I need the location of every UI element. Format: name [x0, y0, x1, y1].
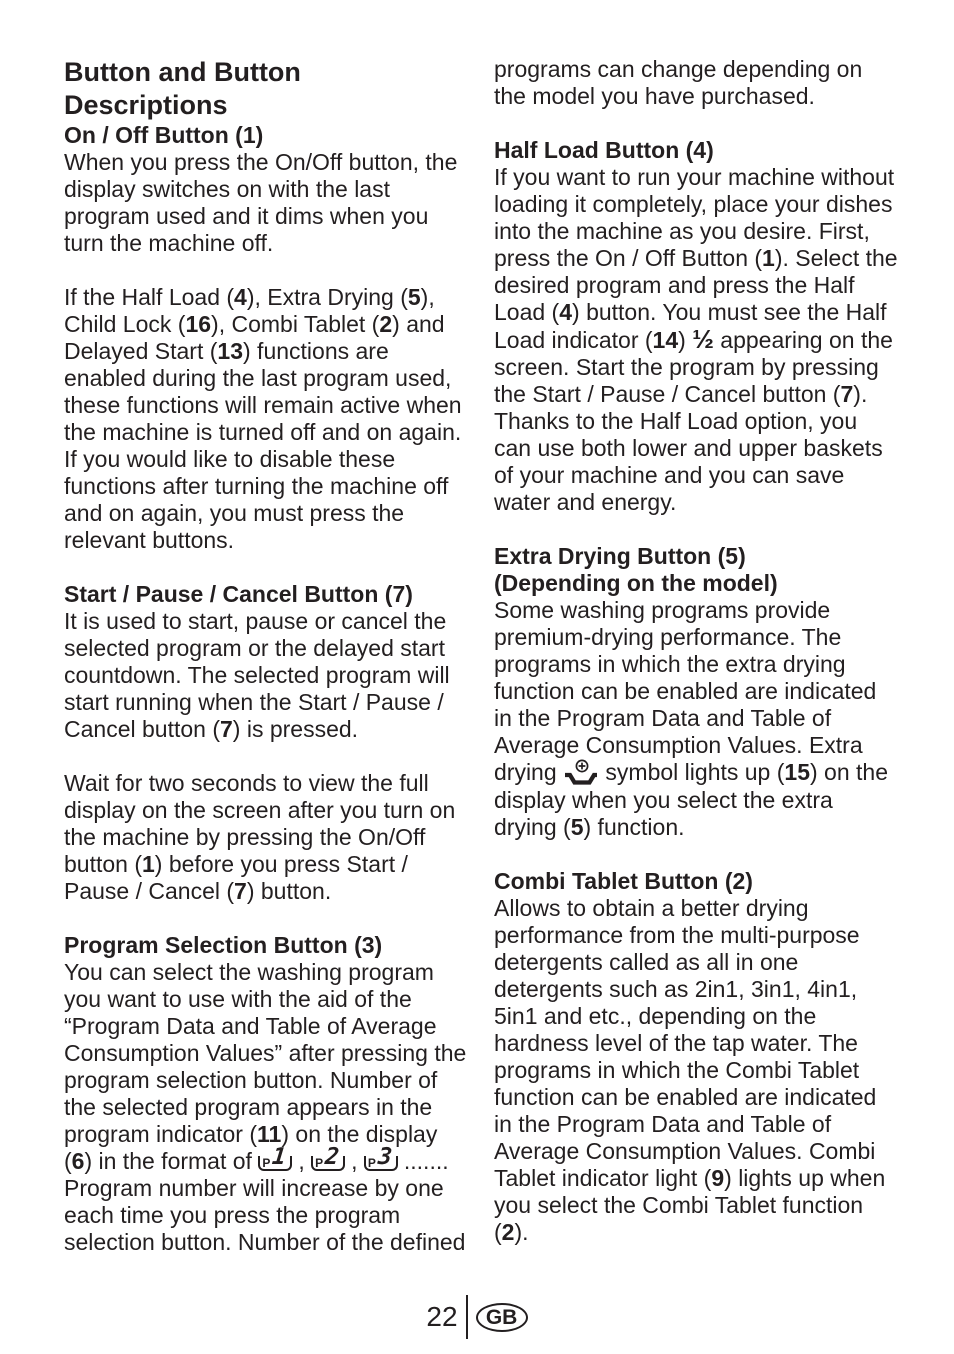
subsection-heading [494, 543, 900, 597]
subsection-heading [64, 122, 470, 149]
paragraph: If you want to run your machine without loading it completely, place your dishes into the machine as you desire. First, press the On / Off Button (1). Select the desired program and press the Half Load (4) button. You must see the Half Load indicator (14) ½ appearing on the screen. Start the program by pressing the Start / Pause / Cancel button (7). Thanks to the Half Load option, you can use both lower and upper baskets of your machine and you can save water and energy. [494, 164, 898, 515]
paragraph: When you press the On/Off button, the display switches on with the last program used and it dims when you turn the machine off. [64, 149, 458, 256]
heading-line: Descriptions [64, 90, 228, 120]
page-footer [0, 1294, 954, 1340]
program-digit: 3 [376, 1144, 394, 1170]
program-number-display-symbol [364, 1144, 404, 1170]
heading-line: Combi Tablet Button (2) [494, 868, 753, 894]
program-letter: P [367, 1156, 376, 1170]
paragraph: programs can change depending on the model you have purchased. [494, 56, 863, 109]
paragraph: Wait for two seconds to view the full display on the screen after you turn on the machine by pressing the On/Off button (1) before you press Start / Pause / Cancel (7) button. [64, 770, 456, 904]
column-right [494, 56, 900, 1246]
program-digit: 1 [271, 1144, 288, 1170]
heading-line: Extra Drying Button (5) [494, 543, 746, 569]
paragraph: You can select the washing program you want to use with the aid of the “Program Data and Table of Average Consumption Values” after pressing the program selection button. Number of the selected program appears in the program indicator (11) on the display (6) in the format of P 1 , P 2 , P 3 ....... Program number will increase by one each time you press the program selection button. Number of the defined [64, 959, 467, 1255]
subsection-heading [494, 137, 900, 164]
paragraph: Some washing programs provide premium-drying performance. The programs in which the extra drying function can be enabled are indicated in the Program Data and Table of Average Consumption Values. Extra drying symbol lights up (15) on the display when you select the extra drying (5) function. [494, 597, 888, 840]
extra-drying-icon [563, 759, 599, 787]
heading-line: Start / Pause / Cancel Button (7) [64, 581, 413, 607]
heading-line: Button and Button [64, 57, 301, 87]
program-letter: P [315, 1156, 324, 1170]
subsection-heading [64, 932, 470, 959]
heading-line: Half Load Button (4) [494, 137, 714, 163]
half-load-indicator-symbol: ½ [692, 324, 714, 354]
country-code: GB [485, 1305, 518, 1329]
paragraph: It is used to start, pause or cancel the selected program or the delayed start countdown. The selected program will start running when the Start / Pause / Cancel button (7) is pressed. [64, 608, 450, 742]
column-left [64, 56, 470, 1256]
paragraph: Allows to obtain a better drying performance from the multi-purpose detergents called as all in one detergents such as 2in1, 3in1, 4in1, 5in1 and etc., depending on the hardness level of the tap water. The programs in which the Combi Tablet function can be enabled are indicated in the Program Data and Table of Average Consumption Values. Combi Tablet indicator light (9) lights up when you select the Combi Tablet function (2). [494, 895, 886, 1245]
footer-divider [466, 1295, 468, 1339]
program-letter: P [262, 1156, 271, 1170]
subsection-heading [64, 581, 470, 608]
heading-line: (Depending on the model) [494, 570, 778, 596]
program-number-display-symbol [258, 1144, 298, 1170]
page-number: 22 [426, 1301, 458, 1332]
heading-line: On / Off Button (1) [64, 122, 264, 148]
country-badge [476, 1303, 528, 1332]
paragraph: If the Half Load (4), Extra Drying (5), Child Lock (16), Combi Tablet (2) and Delayed Start (13) functions are enabled during the last program used, these functions will remain active when the machine is turned off and on again. If you would like to disable these functions after turning the machine off and on again, you must press the relevant buttons. [64, 284, 462, 553]
program-digit: 2 [323, 1144, 341, 1170]
heading-line: Program Selection Button (3) [64, 932, 383, 958]
program-number-display-symbol [311, 1144, 351, 1170]
subsection-heading [494, 868, 900, 895]
section-title [64, 56, 470, 122]
